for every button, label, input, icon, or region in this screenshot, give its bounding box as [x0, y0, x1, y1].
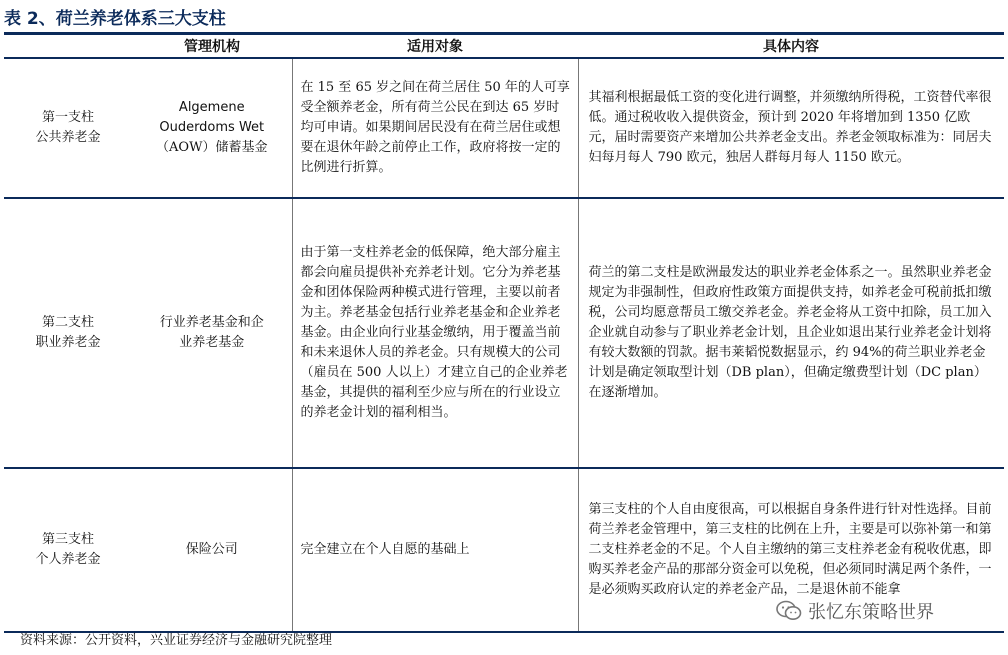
- detail-cell: 其福利根据最低工资的变化进行调整，并须缴纳所得税，工资替代率很低。通过税收收入提供资金，预计到 2020 年将增加到 1350 亿欧元，届时需要资产来增加公共养老金支出。养老金领取标准为：同居夫妇每月每人 790 欧元，独居人群每月每人 1150 欧元。: [578, 58, 1004, 198]
- pillar-name: 第一支柱: [41, 110, 94, 125]
- wechat-icon: [776, 600, 802, 622]
- object-cell: 在 15 至 65 岁之间在荷兰居住 50 年的人可享受全额养老金，所有荷兰公民在到达 65 岁时均可申请。如果期间居民没有在荷兰居住或想要在退休年龄之前停止工作，政府将按一定的比例进行折算。: [292, 58, 578, 198]
- pillar-cell: [4, 468, 132, 632]
- detail-cell: 荷兰的第二支柱是欧洲最发达的职业养老金体系之一。虽然职业养老金规定为非强制性，但政府性政策方面提供支持，如养老金可税前抵扣缴税，公司均愿意帮员工缴交养老金。养老金将从工资中扣除，员工加入企业就自动参与了职业养老金计划，且企业如退出某行业养老金计划将有较大数额的罚款。据韦莱韬悦数据显示，约 94%的荷兰职业养老金计划是确定领取型计划（DB plan），但确定缴费型计划（DC plan）在逐渐增加。: [578, 198, 1004, 468]
- header-institution: 管理机构: [132, 35, 292, 58]
- pillar-type: 个人养老金: [35, 552, 101, 567]
- institution-line: Ouderdoms Wet: [159, 120, 265, 135]
- institution-cell: [132, 198, 292, 468]
- source-note: 资料来源：公开资料，兴业证券经济与金融研究院整理: [20, 633, 333, 648]
- object-cell: 完全建立在个人自愿的基础上: [292, 468, 578, 632]
- header-detail: 具体内容: [578, 35, 1004, 58]
- institution-cell: [132, 468, 292, 632]
- watermark-text: 张忆东策略世界: [808, 602, 934, 623]
- institution-line: Algemene: [178, 100, 245, 115]
- institution-cell: [132, 58, 292, 198]
- header-object: 适用对象: [292, 35, 578, 58]
- detail-cell: 第三支柱的个人自由度很高，可以根据自身条件进行针对性选择。目前荷兰养老金管理中，第三支柱的比例在上升，主要是可以弥补第一和第二支柱养老金的不足。个人自主缴纳的第三支柱养老金有税收优惠，即购买养老金产品的那部分资金可以免税，但必须同时满足两个条件，一是必须购买政府认定的养老金产品，二是退休前不能拿: [578, 468, 1004, 632]
- institution-line: 行业养老基金和企: [159, 315, 264, 330]
- table-title: 表 2、荷兰养老体系三大支柱: [4, 9, 226, 29]
- pillar-type: 公共养老金: [35, 130, 101, 145]
- pillar-cell: [4, 58, 132, 198]
- watermark: [770, 597, 940, 625]
- institution-line: 保险公司: [185, 542, 238, 557]
- institution-line: 业养老基金: [179, 335, 245, 350]
- object-cell: 由于第一支柱养老金的低保障，绝大部分雇主都会向雇员提供补充养老计划。它分为养老基金和团体保险两种模式进行管理，主要以前者为主。养老基金包括行业养老基金和企业养老基金。由企业向行业基金缴纳，用于覆盖当前和未来退休人员的养老金。只有规模大的公司（雇员在 500 人以上）才建立自己的企业养老基金，其提供的福利至少应与所在的行业设立的养老金计划的福利相当。: [292, 198, 578, 468]
- header-row: [4, 35, 1004, 58]
- institution-line: （AOW）储蓄基金: [156, 140, 268, 155]
- pillar-name: 第二支柱: [41, 315, 94, 330]
- pillar-cell: [4, 198, 132, 468]
- header-pillar: [4, 35, 132, 58]
- pillar-type: 职业养老金: [35, 335, 101, 350]
- table-row: [4, 198, 1004, 468]
- pension-pillars-table: [4, 35, 1004, 633]
- table-row: [4, 58, 1004, 198]
- pillar-name: 第三支柱: [41, 532, 94, 547]
